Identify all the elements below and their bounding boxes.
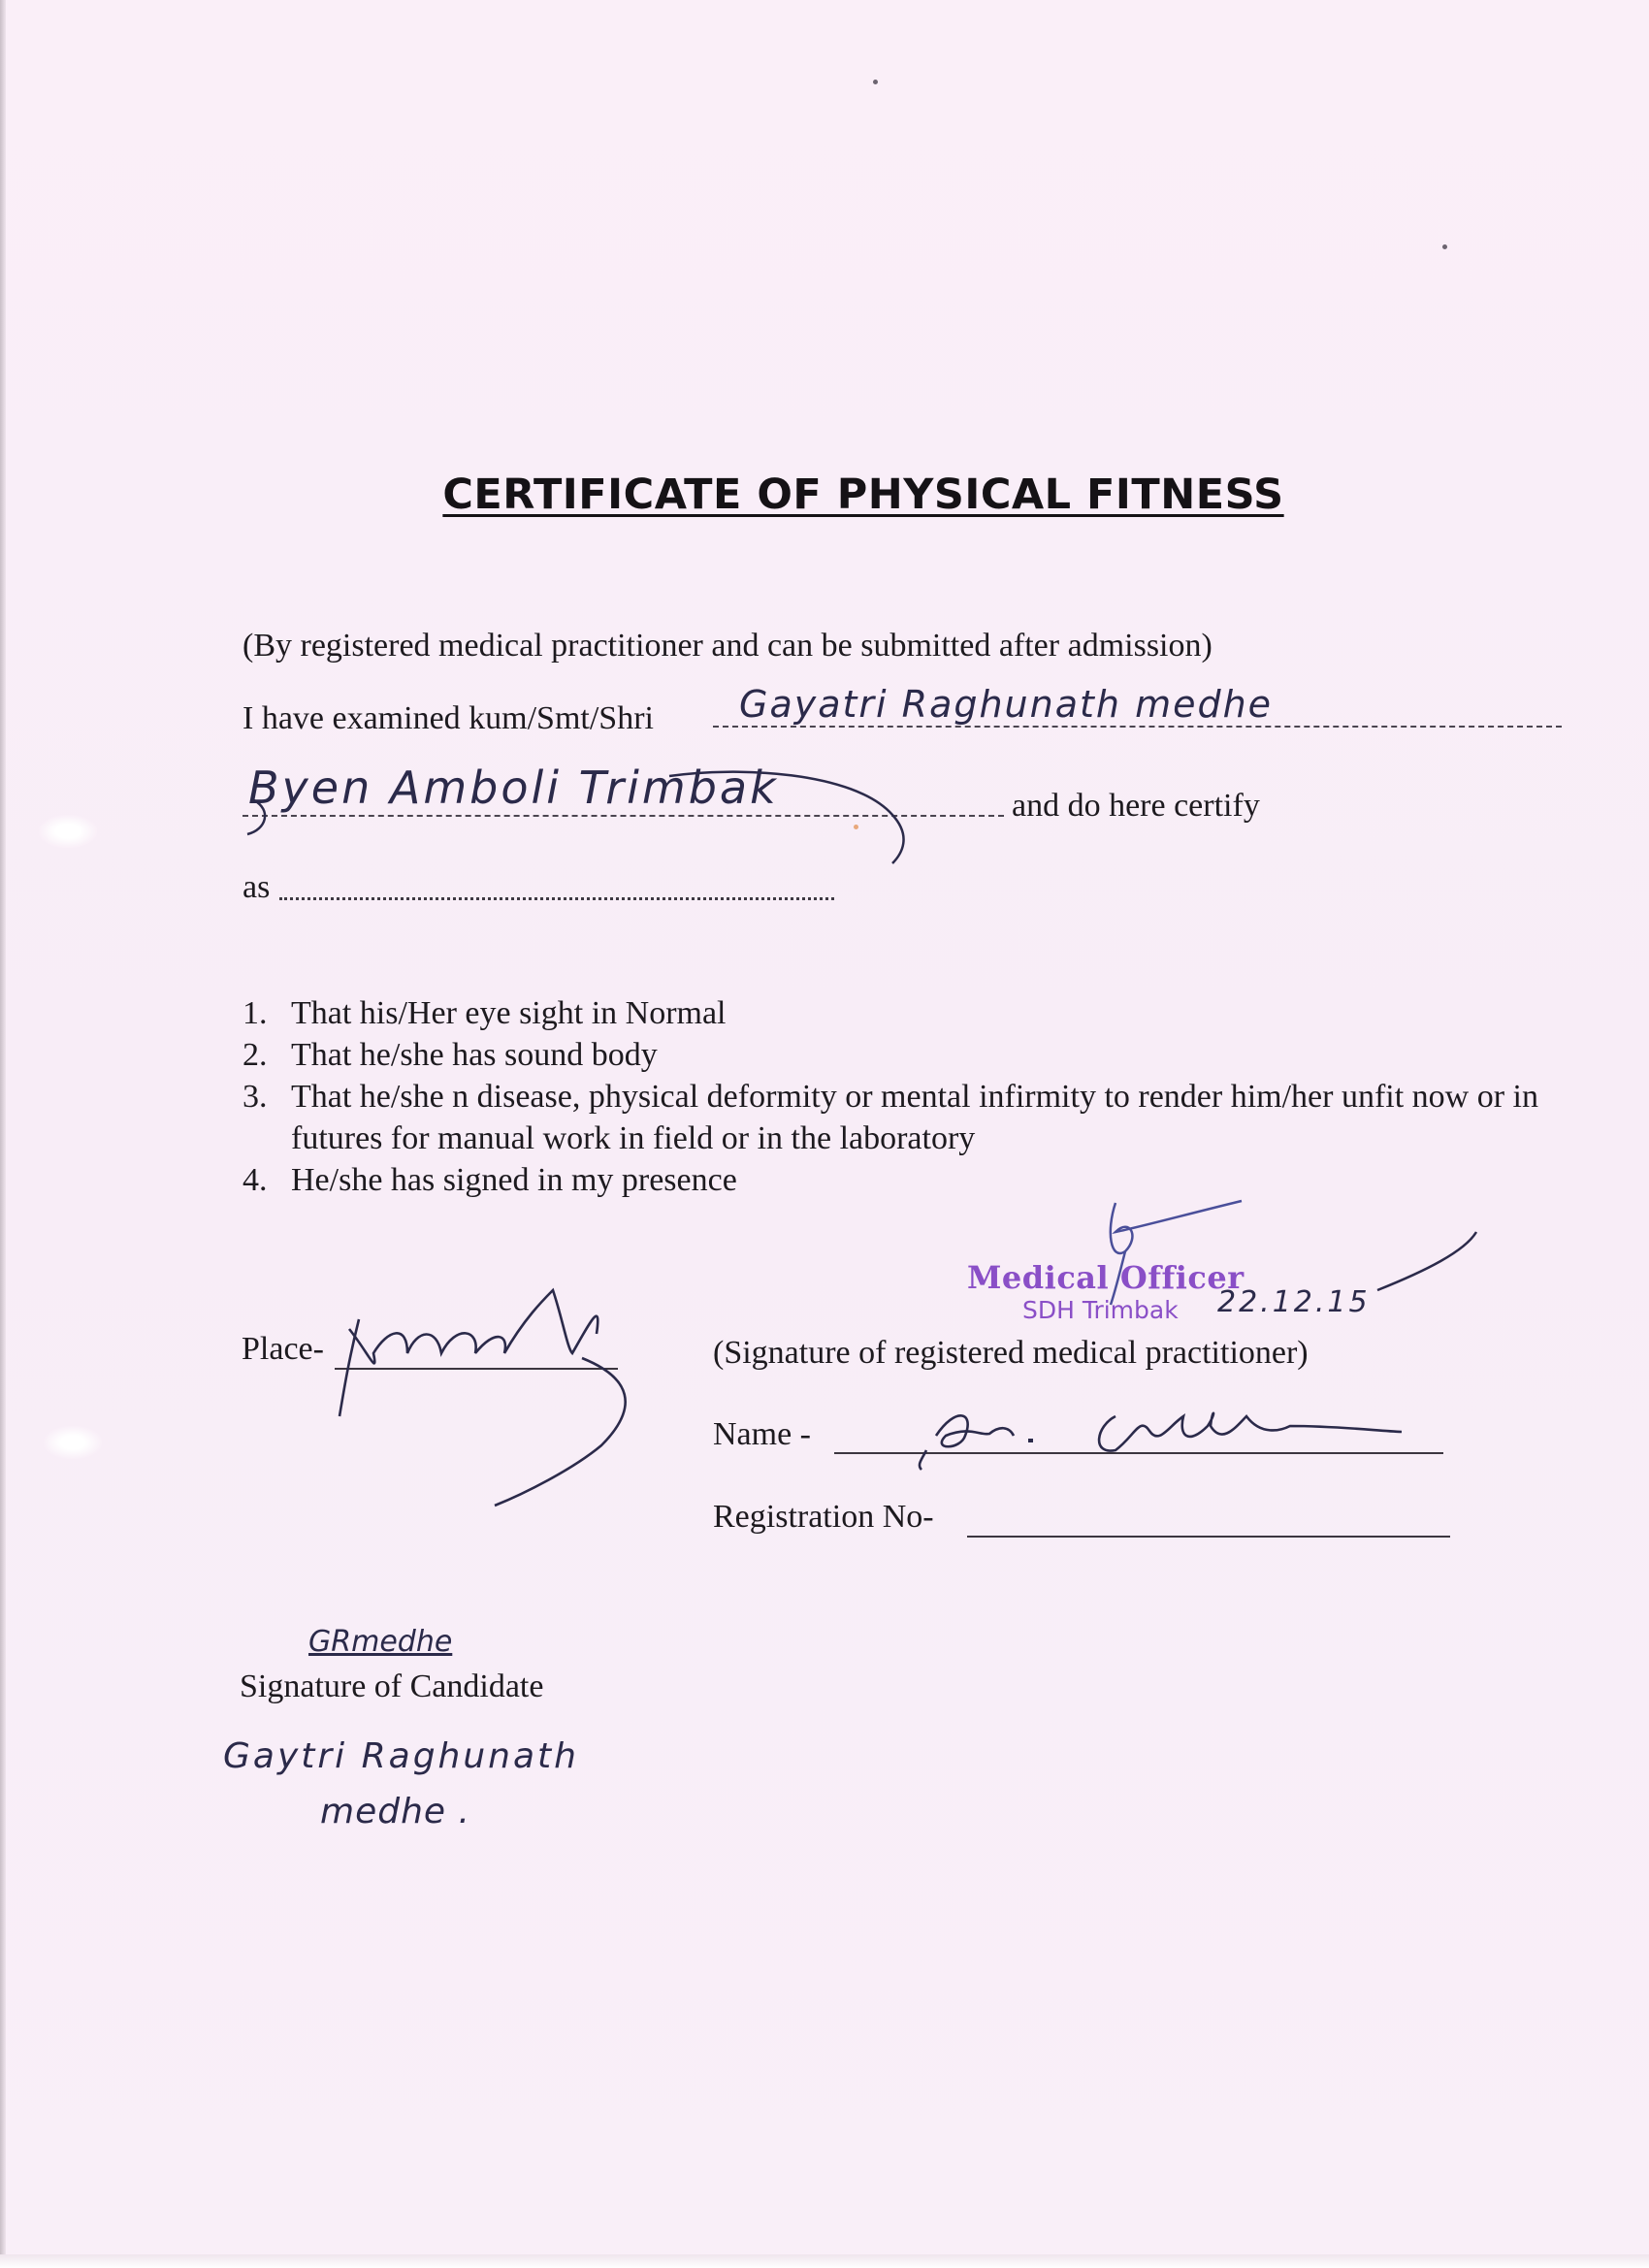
practitioner-name-label: Name - [713, 1416, 812, 1452]
practitioner-signature-label: (Signature of registered medical practitioner) [713, 1335, 1309, 1371]
condition-text: That he/she n disease, physical deformity or mental infirmity to render him/her unfit now or in futures for manual work in field or in the laboratory [291, 1079, 1539, 1156]
date-flourish-stroke [1377, 1232, 1476, 1290]
doctor-name-signature-stroke [1099, 1413, 1402, 1451]
place-label: Place- [242, 1331, 324, 1367]
examined-label: I have examined kum/Smt/Shri [242, 700, 654, 736]
candidate-name-handwritten-line2: medhe . [320, 1792, 470, 1831]
paper-left-edge [0, 0, 6, 2268]
candidate-name-handwritten: Gayatri Raghunath medhe [739, 683, 1274, 726]
condition-item [242, 992, 1562, 1034]
address-field-line [242, 815, 1004, 817]
condition-text: That his/Her eye sight in Normal [291, 995, 727, 1031]
candidate-name-handwritten-line1: Gaytri Raghunath [223, 1736, 579, 1776]
place-signature-stroke [495, 1358, 626, 1506]
condition-number: 3. [242, 1079, 268, 1115]
condition-text: He/she has signed in my presence [291, 1162, 737, 1198]
paper-speck [1442, 244, 1447, 249]
officer-signature-stroke [1111, 1201, 1242, 1253]
candidate-signature-handwritten: GRmedhe [308, 1625, 453, 1659]
as-field-line [279, 897, 834, 900]
certificate-subtitle: (By registered medical practitioner and can be submitted after admission) [242, 628, 1212, 664]
condition-text: That he/she has sound body [291, 1037, 658, 1073]
place-signature-stroke [349, 1290, 598, 1363]
condition-number: 2. [242, 1037, 268, 1073]
as-label: as [242, 869, 271, 905]
certify-label: and do here certify [1012, 788, 1260, 824]
paper-speck [854, 825, 858, 829]
medical-officer-stamp-title: Medical Officer [967, 1259, 1245, 1296]
practitioner-name-field-line [834, 1452, 1443, 1454]
registration-number-field-line [967, 1536, 1450, 1538]
condition-number: 1. [242, 995, 268, 1031]
paper-tear-mark [44, 1426, 102, 1459]
medical-officer-stamp-place: SDH Trimbak [1022, 1296, 1179, 1324]
conditions-list [242, 992, 1562, 1201]
condition-item [242, 1159, 1562, 1201]
signature-date-handwritten: 22.12.15 [1217, 1285, 1371, 1319]
condition-item [242, 1034, 1562, 1076]
place-field-line [335, 1368, 618, 1370]
condition-number: 4. [242, 1162, 268, 1198]
paper-tear-mark [39, 815, 97, 848]
registration-number-label: Registration No- [713, 1499, 934, 1535]
candidate-name-field-line [713, 726, 1562, 728]
paper-bottom-edge [0, 2254, 1649, 2268]
address-handwritten: Byen Amboli Trimbak [248, 761, 779, 814]
certificate-title: CERTIFICATE OF PHYSICAL FITNESS [442, 470, 1284, 519]
doctor-name-signature-stroke [936, 1415, 1014, 1446]
condition-item [242, 1076, 1562, 1159]
candidate-signature-label: Signature of Candidate [240, 1669, 544, 1704]
paper-speck [873, 80, 878, 84]
